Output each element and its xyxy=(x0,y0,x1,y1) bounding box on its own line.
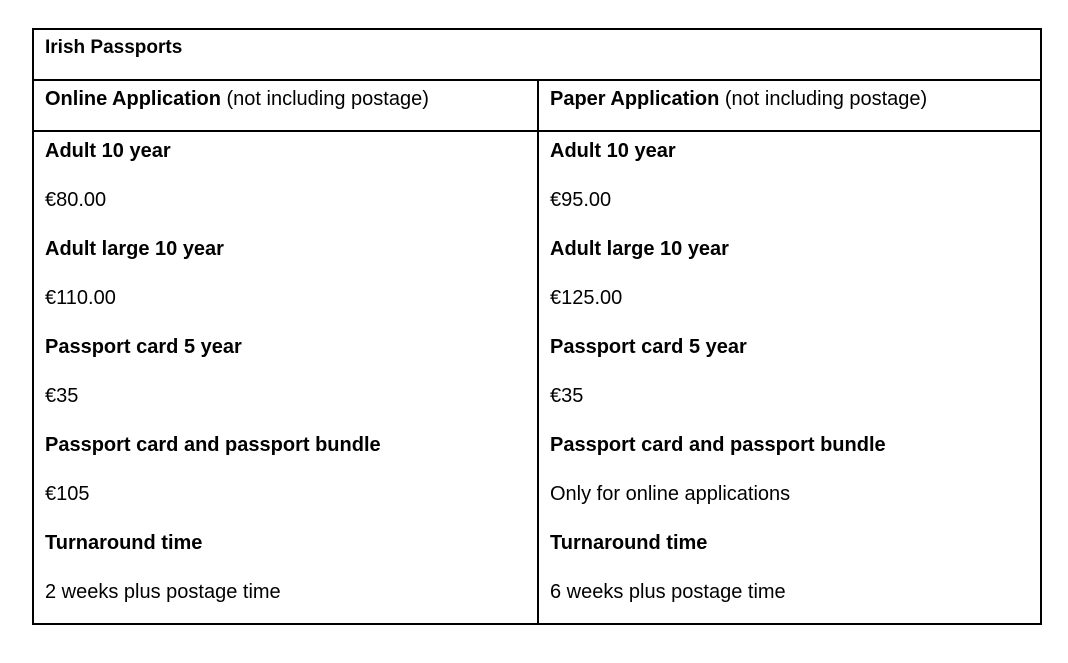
online-item-label: Adult 10 year xyxy=(45,140,171,162)
online-item-value: €35 xyxy=(45,385,79,407)
paper-heading-note: (not including postage) xyxy=(724,88,928,110)
paper-item-label: Passport card and passport bundle xyxy=(550,434,886,456)
table-title: Irish Passports xyxy=(45,37,183,58)
paper-column-heading xyxy=(550,88,927,111)
paper-item-label: Adult large 10 year xyxy=(550,238,729,260)
online-item-label: Adult large 10 year xyxy=(45,238,224,260)
table-title-row xyxy=(34,30,1040,81)
paper-item-value: €125.00 xyxy=(550,287,623,309)
online-heading-bold: Online Application xyxy=(45,88,221,110)
online-item-value: €110.00 xyxy=(45,287,116,309)
paper-item-label: Passport card 5 year xyxy=(550,336,747,358)
online-item-label: Turnaround time xyxy=(45,532,203,554)
online-column-heading xyxy=(45,88,429,111)
paper-item-value: Only for online applications xyxy=(550,483,791,505)
online-item-label: Passport card 5 year xyxy=(45,336,242,358)
online-item-value: €105 xyxy=(45,483,90,505)
paper-item-value: €35 xyxy=(550,385,584,407)
paper-heading-bold: Paper Application xyxy=(550,88,720,110)
paper-item-value: €95.00 xyxy=(550,189,612,211)
online-item-value: 2 weeks plus postage time xyxy=(45,581,281,603)
online-item-value: €80.00 xyxy=(45,189,107,211)
column-divider xyxy=(537,81,539,623)
passport-fees-table xyxy=(32,28,1042,625)
paper-item-label: Adult 10 year xyxy=(550,140,676,162)
online-item-label: Passport card and passport bundle xyxy=(45,434,381,456)
paper-item-label: Turnaround time xyxy=(550,532,708,554)
paper-item-value: 6 weeks plus postage time xyxy=(550,581,786,603)
online-heading-note: (not including postage) xyxy=(226,88,429,110)
